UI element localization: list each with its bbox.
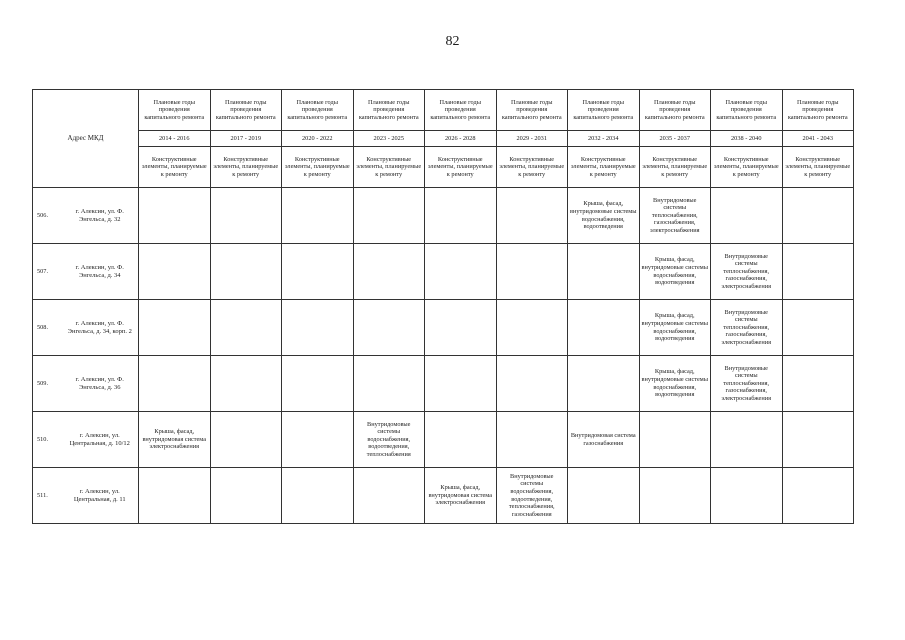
period-title-header: Плановые годы проведения капитального ремонта bbox=[711, 90, 783, 131]
period-years-header: 2035 - 2037 bbox=[639, 131, 711, 147]
repair-elements-cell bbox=[210, 412, 282, 468]
elements-title-header: Конструктивные элементы, планируемые к ремонту bbox=[210, 147, 282, 188]
repair-elements-cell bbox=[496, 188, 568, 244]
repair-elements-cell bbox=[782, 188, 854, 244]
repair-elements-cell bbox=[782, 468, 854, 524]
repair-elements-cell bbox=[425, 356, 497, 412]
row-address: г. Алексин, ул. Центральная, д. 11 bbox=[62, 468, 139, 524]
capital-repair-schedule-table bbox=[32, 89, 854, 524]
header-row-elements-title bbox=[33, 147, 854, 188]
repair-elements-cell: Внутридомовая система газоснабжения bbox=[568, 412, 640, 468]
repair-elements-cell: Крыша, фасад, внутридомовые системы водоснабжения, водоотведения bbox=[639, 300, 711, 356]
repair-elements-cell bbox=[496, 412, 568, 468]
repair-elements-cell bbox=[139, 300, 211, 356]
repair-elements-cell bbox=[210, 188, 282, 244]
repair-elements-cell bbox=[353, 356, 425, 412]
period-title-header: Плановые годы проведения капитального ремонта bbox=[282, 90, 354, 131]
repair-elements-cell bbox=[210, 300, 282, 356]
period-years-header: 2020 - 2022 bbox=[282, 131, 354, 147]
row-address: г. Алексин, ул. Ф. Энгельса, д. 34, корп. 2 bbox=[62, 300, 139, 356]
header-row-period-title bbox=[33, 90, 854, 131]
period-title-header: Плановые годы проведения капитального ремонта bbox=[568, 90, 640, 131]
elements-title-header: Конструктивные элементы, планируемые к ремонту bbox=[782, 147, 854, 188]
repair-elements-cell: Внутридомовые системы теплоснабжения, газоснабжения, электроснабжения bbox=[711, 356, 783, 412]
repair-elements-cell: Крыша, фасад, внутридомовая система электроснабжения bbox=[139, 412, 211, 468]
repair-elements-cell bbox=[353, 300, 425, 356]
repair-elements-cell bbox=[711, 468, 783, 524]
repair-elements-cell bbox=[210, 356, 282, 412]
elements-title-header: Конструктивные элементы, планируемые к ремонту bbox=[568, 147, 640, 188]
repair-elements-cell bbox=[282, 356, 354, 412]
repair-elements-cell bbox=[568, 468, 640, 524]
repair-elements-cell: Крыша, фасад, внутридомовые системы водоснабжения, водоотведения bbox=[639, 356, 711, 412]
repair-elements-cell bbox=[282, 244, 354, 300]
repair-elements-cell bbox=[496, 300, 568, 356]
repair-elements-cell bbox=[568, 244, 640, 300]
repair-elements-cell bbox=[139, 188, 211, 244]
row-address: г. Алексин, ул. Ф. Энгельса, д. 34 bbox=[62, 244, 139, 300]
table-row bbox=[33, 356, 854, 412]
period-title-header: Плановые годы проведения капитального ремонта bbox=[210, 90, 282, 131]
repair-elements-cell bbox=[782, 412, 854, 468]
period-title-header: Плановые годы проведения капитального ремонта bbox=[139, 90, 211, 131]
repair-elements-cell bbox=[353, 244, 425, 300]
row-number: 510. bbox=[33, 412, 62, 468]
repair-elements-cell bbox=[496, 244, 568, 300]
address-column-header: Адрес МКД bbox=[33, 90, 139, 188]
repair-elements-cell: Крыша, фасад, внутридомовые системы водоснабжения, водоотведения bbox=[639, 244, 711, 300]
repair-elements-cell bbox=[282, 468, 354, 524]
repair-elements-cell bbox=[568, 356, 640, 412]
elements-title-header: Конструктивные элементы, планируемые к ремонту bbox=[639, 147, 711, 188]
period-years-header: 2038 - 2040 bbox=[711, 131, 783, 147]
repair-elements-cell bbox=[353, 188, 425, 244]
period-title-header: Плановые годы проведения капитального ремонта bbox=[496, 90, 568, 131]
repair-elements-cell: Внутридомовые системы водоснабжения, водоотведения, теплоснабжения, газоснабжения bbox=[496, 468, 568, 524]
elements-title-header: Конструктивные элементы, планируемые к ремонту bbox=[711, 147, 783, 188]
row-number: 511. bbox=[33, 468, 62, 524]
period-years-header: 2026 - 2028 bbox=[425, 131, 497, 147]
elements-title-header: Конструктивные элементы, планируемые к ремонту bbox=[425, 147, 497, 188]
repair-elements-cell: Внутридомовые системы теплоснабжения, газоснабжения, электроснабжения bbox=[711, 300, 783, 356]
table-row bbox=[33, 468, 854, 524]
repair-elements-cell bbox=[139, 244, 211, 300]
table-row bbox=[33, 300, 854, 356]
table-row bbox=[33, 244, 854, 300]
period-years-header: 2041 - 2043 bbox=[782, 131, 854, 147]
table-row bbox=[33, 412, 854, 468]
period-title-header: Плановые годы проведения капитального ремонта bbox=[353, 90, 425, 131]
repair-elements-cell bbox=[711, 188, 783, 244]
table-row bbox=[33, 188, 854, 244]
period-title-header: Плановые годы проведения капитального ремонта bbox=[782, 90, 854, 131]
row-number: 506. bbox=[33, 188, 62, 244]
repair-elements-cell bbox=[425, 412, 497, 468]
period-title-header: Плановые годы проведения капитального ремонта bbox=[639, 90, 711, 131]
repair-elements-cell bbox=[425, 188, 497, 244]
repair-elements-cell bbox=[782, 300, 854, 356]
repair-elements-cell bbox=[711, 412, 783, 468]
repair-elements-cell bbox=[282, 412, 354, 468]
elements-title-header: Конструктивные элементы, планируемые к ремонту bbox=[496, 147, 568, 188]
row-number: 508. bbox=[33, 300, 62, 356]
repair-elements-cell: Внутридомовые системы водоснабжения, водоотведения, теплоснабжения bbox=[353, 412, 425, 468]
period-years-header: 2014 - 2016 bbox=[139, 131, 211, 147]
repair-elements-cell bbox=[782, 244, 854, 300]
period-years-header: 2023 - 2025 bbox=[353, 131, 425, 147]
row-address: г. Алексин, ул. Ф. Энгельса, д. 32 bbox=[62, 188, 139, 244]
repair-elements-cell bbox=[210, 468, 282, 524]
repair-elements-cell bbox=[425, 300, 497, 356]
repair-elements-cell bbox=[425, 244, 497, 300]
repair-elements-cell bbox=[210, 244, 282, 300]
period-years-header: 2032 - 2034 bbox=[568, 131, 640, 147]
page-number: 82 bbox=[445, 34, 460, 49]
elements-title-header: Конструктивные элементы, планируемые к ремонту bbox=[139, 147, 211, 188]
repair-elements-cell bbox=[782, 356, 854, 412]
row-number: 509. bbox=[33, 356, 62, 412]
repair-elements-cell bbox=[639, 412, 711, 468]
repair-elements-cell bbox=[139, 356, 211, 412]
repair-elements-cell: Внутридомовые системы теплоснабжения, газоснабжения, электроснабжения bbox=[711, 244, 783, 300]
repair-elements-cell bbox=[282, 300, 354, 356]
elements-title-header: Конструктивные элементы, планируемые к ремонту bbox=[282, 147, 354, 188]
repair-elements-cell: Внутридомовые системы теплоснабжения, газоснабжения, электроснабжения bbox=[639, 188, 711, 244]
elements-title-header: Конструктивные элементы, планируемые к ремонту bbox=[353, 147, 425, 188]
repair-elements-cell bbox=[568, 300, 640, 356]
repair-elements-cell: Крыша, фасад, внутридомовые системы водоснабжения, водоотведения bbox=[568, 188, 640, 244]
row-address: г. Алексин, ул. Центральная, д. 10/12 bbox=[62, 412, 139, 468]
repair-elements-cell bbox=[639, 468, 711, 524]
period-title-header: Плановые годы проведения капитального ремонта bbox=[425, 90, 497, 131]
repair-elements-cell: Крыша, фасад, внутридомовая система электроснабжения bbox=[425, 468, 497, 524]
period-years-header: 2029 - 2031 bbox=[496, 131, 568, 147]
repair-elements-cell bbox=[496, 356, 568, 412]
repair-elements-cell bbox=[353, 468, 425, 524]
repair-elements-cell bbox=[139, 468, 211, 524]
row-address: г. Алексин, ул. Ф. Энгельса, д. 36 bbox=[62, 356, 139, 412]
repair-elements-cell bbox=[282, 188, 354, 244]
period-years-header: 2017 - 2019 bbox=[210, 131, 282, 147]
header-row-years bbox=[33, 131, 854, 147]
row-number: 507. bbox=[33, 244, 62, 300]
